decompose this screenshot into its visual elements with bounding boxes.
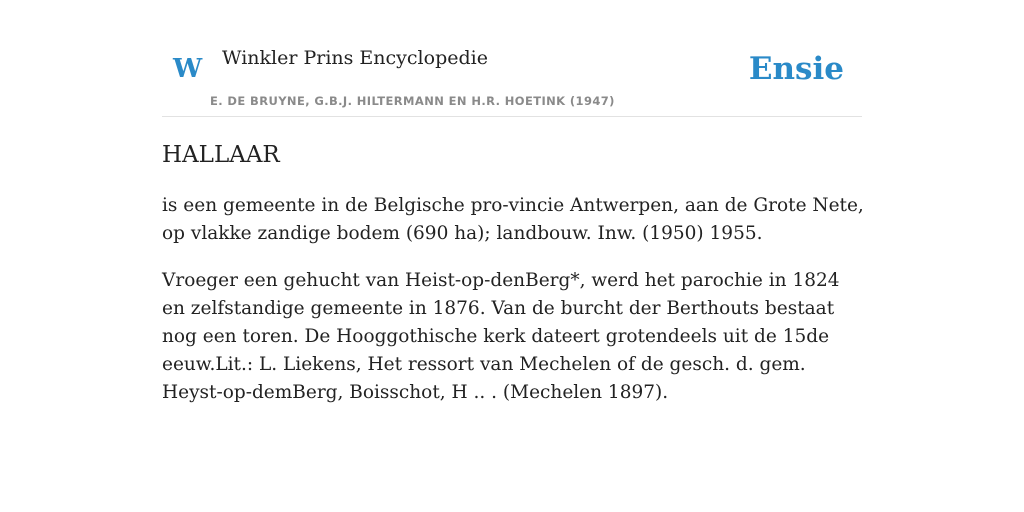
encyclopedia-logo[interactable]: W — [173, 54, 203, 84]
ensie-logo[interactable]: Ensie — [748, 51, 844, 87]
page-container — [162, 0, 864, 403]
entry-title: HALLAAR — [162, 142, 280, 168]
authors-line: E. DE BRUYNE, G.B.J. HILTERMANN EN H.R. HOETINK (1947) — [210, 94, 615, 108]
article-paragraph-1: is een gemeente in de Belgische pro-vincie Antwerpen, aan de Grote Nete, op vlakke zandige bodem (690 ha); landbouw. Inw. (1950) 1955. — [162, 195, 864, 244]
header — [162, 0, 862, 117]
article-paragraph-2: Vroeger een gehucht van Heist-op-denBerg*, werd het parochie in 1824 en zelfstandige gemeente in 1876. Van de burcht der Berthouts bestaat nog een toren. De Hooggothische kerk dateert grotendeels uit de 15de eeuw.Lit.: L. Liekens, Het ressort van Mechelen of de gesch. d. gem. Heyst-op-demBerg, Boisschot, H .. . (Mechelen 1897). — [162, 270, 840, 403]
encyclopedia-title[interactable]: Winkler Prins Encyclopedie — [222, 47, 488, 69]
